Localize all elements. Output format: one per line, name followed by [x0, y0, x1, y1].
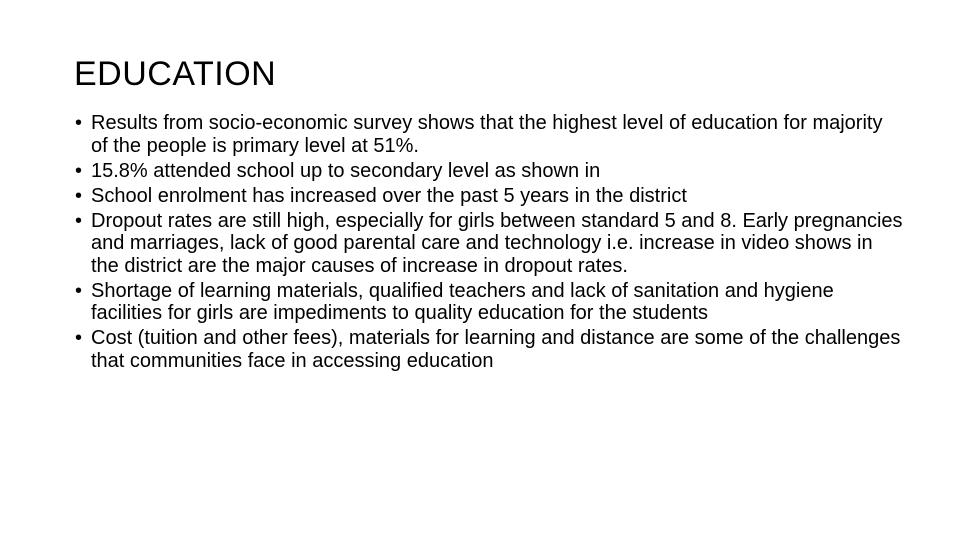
bullet-dot-icon: •	[75, 327, 83, 349]
bullet-item	[74, 280, 904, 325]
bullet-text: Cost (tuition and other fees), materials for learning and distance are some of the challenges that communities face in accessing education	[91, 327, 901, 372]
bullet-text: 15.8% attended school up to secondary level as shown in	[91, 159, 601, 182]
bullet-dot-icon: •	[75, 112, 83, 134]
bullet-dot-icon: •	[75, 159, 83, 182]
bullet-list	[74, 112, 904, 375]
bullet-dot-icon: •	[75, 209, 83, 232]
slide-title: EDUCATION	[74, 55, 277, 93]
bullet-item	[74, 210, 904, 278]
bullet-text: Shortage of learning materials, qualified teachers and lack of sanitation and hygiene facilities for girls are impediments to quality education for the students	[91, 279, 834, 324]
bullet-text: Dropout rates are still high, especially for girls between standard 5 and 8. Early pregnancies and marriages, lack of good parental care and technology i.e. increase in video shows in the district are the major causes of increase in dropout rates.	[91, 209, 903, 277]
bullet-item	[74, 185, 904, 208]
bullet-item	[74, 327, 904, 372]
bullet-item	[74, 160, 904, 183]
bullet-item	[74, 112, 904, 157]
bullet-dot-icon: •	[75, 279, 83, 302]
bullet-text: School enrolment has increased over the past 5 years in the district	[91, 184, 687, 207]
bullet-dot-icon: •	[75, 184, 83, 207]
bullet-text: Results from socio-economic survey shows that the highest level of education for majority of the people is primary level at 51%.	[91, 112, 883, 157]
